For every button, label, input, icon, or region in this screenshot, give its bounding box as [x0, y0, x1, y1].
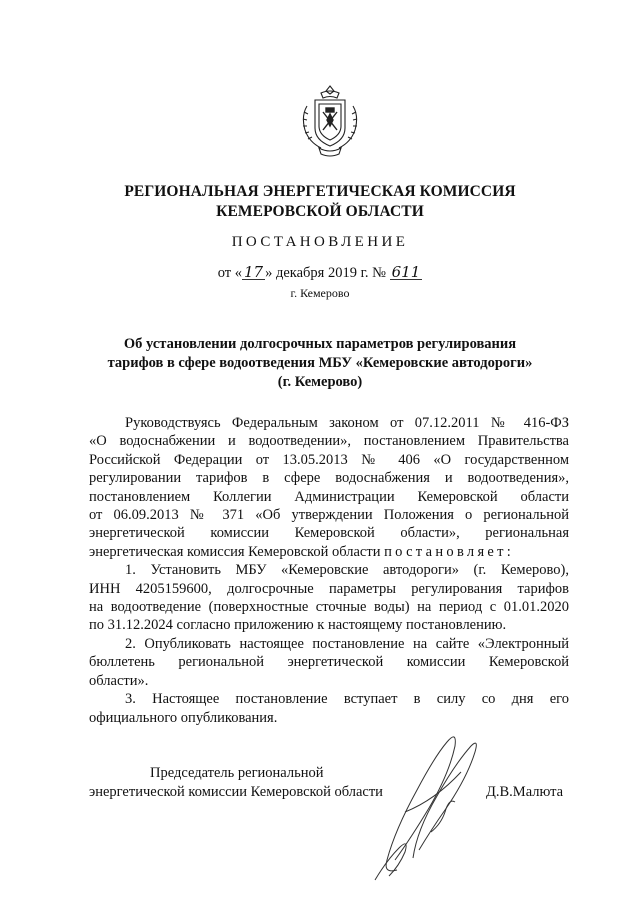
- item-3-line: официального опубликования.: [89, 709, 278, 726]
- handwritten-day: 17: [244, 263, 264, 281]
- document-city: г. Кемерово: [290, 286, 350, 300]
- item-1-line: по 31.12.2024 согласно приложению к настоящему постановлению.: [89, 617, 507, 634]
- decree-prefix: энергетическая комиссия Кемеровской области: [89, 543, 385, 560]
- document-type: ПОСТАНОВЛЕНИЕ: [231, 234, 409, 250]
- body-line: энергетической комиссии Кемеровской области», региональная: [89, 525, 569, 542]
- body-line: Руководствуясь Федеральным законом от 07.12.2011 № 416-ФЗ: [125, 415, 569, 431]
- date-prefix: от «: [217, 265, 242, 281]
- body-line: регулировании тарифов в сфере водоснабжения и водоотведения»,: [89, 470, 569, 487]
- handwritten-signature: [335, 720, 505, 885]
- item-2-line: области».: [89, 672, 149, 689]
- body-line: постановлением Коллегии Администрации Кемеровской области: [89, 488, 569, 505]
- signatory-position-line-2: энергетической комиссии Кемеровской области: [89, 784, 383, 800]
- date-middle: » декабря 2019 г. №: [265, 265, 390, 281]
- body-line-decree: [89, 543, 569, 561]
- item-1-line: ИНН 4205159600, долгосрочные параметры регулирования тарифов: [89, 580, 569, 597]
- body-line: Российской Федерации от 13.05.2013 № 406 «О государственном: [89, 451, 569, 468]
- coat-of-arms-emblem: [299, 84, 361, 158]
- issuing-organization-line-2: КЕМЕРОВСКОЙ ОБЛАСТИ: [216, 203, 424, 220]
- document-title-line-3: (г. Кемерово): [277, 374, 363, 390]
- document-date-number: [0, 265, 640, 282]
- document-title-line-2: тарифов в сфере водоотведения МБУ «Кемеровские автодороги»: [107, 355, 533, 371]
- signatory-position-line-1: Председатель региональной: [150, 765, 324, 781]
- body-line: «О водоснабжении и водоотведении», постановлением Правительства: [89, 433, 569, 450]
- item-3-line: 3. Настоящее постановление вступает в силу со дня его: [125, 691, 569, 708]
- item-1-line: на водоотведение (поверхностные сточные воды) на период с 01.01.2020: [89, 599, 569, 616]
- item-2-line: бюллетень региональной энергетической комиссии Кемеровской: [89, 654, 569, 671]
- document-title-line-1: Об установлении долгосрочных параметров регулирования: [123, 336, 517, 352]
- item-2-line: 2. Опубликовать настоящее постановление на сайте «Электронный: [125, 635, 569, 652]
- document-body: [89, 414, 569, 727]
- signatory-name: Д.В.Малюта: [486, 784, 564, 800]
- handwritten-doc-number: 611: [391, 263, 421, 281]
- issuing-organization-line-1: РЕГИОНАЛЬНАЯ ЭНЕРГЕТИЧЕСКАЯ КОМИССИЯ: [124, 183, 516, 200]
- decree-word: постановляет:: [384, 543, 515, 560]
- body-line: от 06.09.2013 № 371 «Об утверждении Положения о региональной: [89, 507, 569, 524]
- item-1-line: 1. Установить МБУ «Кемеровские автодороги» (г. Кемерово),: [125, 562, 569, 579]
